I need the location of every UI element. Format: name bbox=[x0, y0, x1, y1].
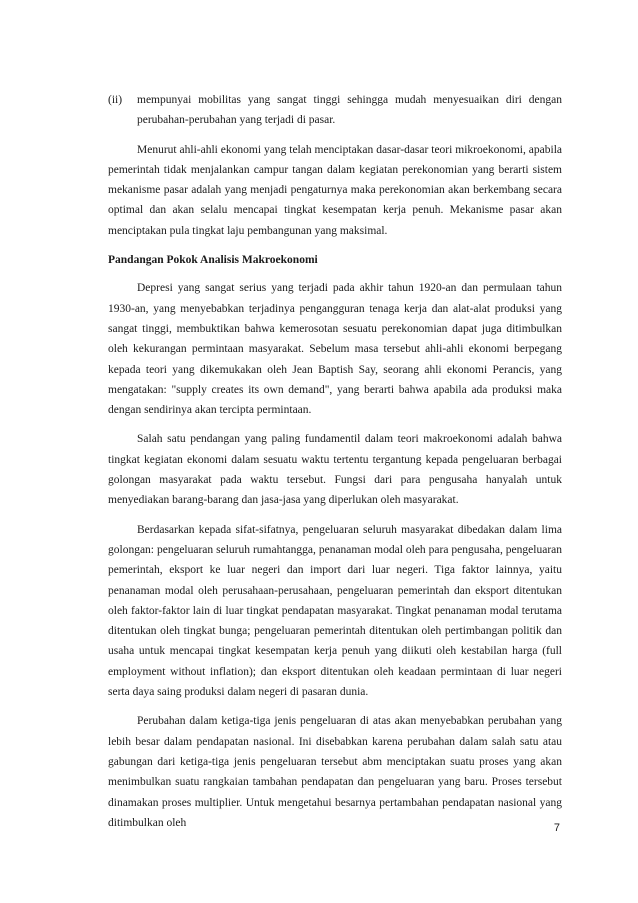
paragraph: Berdasarkan kepada sifat-sifatnya, pengeluaran seluruh masyarakat dibedakan dalam lima golongan: pengeluaran seluruh rumahtangga, penanaman modal oleh para pengusaha, pengeluaran pemerintah, eksport ke luar negeri dan import dari luar negeri. Tiga faktor lainnya, yaitu penanaman modal oleh perusahaan-perusahaan, pengeluaran pemerintah dan eksport ditentukan oleh faktor-faktor lain di luar tingkat pendapatan masyarakat. Tingkat penanaman modal terutama ditentukan oleh tingkat bunga; pengeluaran pemerintah ditentukan oleh pertimbangan politik dan usaha untuk mencapai tingkat kesempatan kerja penuh yang diikuti oleh kestabilan harga (full employment without inflation); dan eksport ditentukan oleh keadaan permintaan di luar negeri serta daya saing produksi dalam negeri di pasaran dunia. bbox=[108, 523, 562, 699]
paragraph: Perubahan dalam ketiga-tiga jenis pengeluaran di atas akan menyebabkan perubahan yang lebih besar dalam pendapatan nasional. Ini disebabkan karena perubahan dalam salah satu atau gabungan dari ketiga-tiga jenis pengeluaran tersebut abm menciptakan suatu proses yang akan menimbulkan suatu rangkaian tambahan pendapatan dan pengeluaran yang baru. Proses tersebut dinamakan proses multiplier. Untuk mengetahui besarnya pertambahan pendapatan nasional yang ditimbulkan oleh bbox=[108, 715, 562, 829]
list-item-ii bbox=[108, 90, 562, 131]
paragraph-intro: Menurut ahli-ahli ekonomi yang telah menciptakan dasar-dasar teori mikroekonomi, apabila pemerintah tidak menjalankan campur tangan dalam kegiatan perekonomian yang berarti sistem mekanisme pasar adalah yang menjadi pengaturnya maka perekonomian akan berkembang secara optimal dan akan selalu mencapai tingkat kesempatan kerja penuh. Mekanisme pasar akan menciptakan pula tingkat laju pembangunan yang maksimal. bbox=[108, 143, 562, 237]
page-number: 7 bbox=[553, 822, 560, 834]
paragraph: Salah satu pendangan yang paling fundamentil dalam teori makroekonomi adalah bahwa tingkat kegiatan ekonomi dalam sesuatu waktu tertentu tergantung kepada pengeluaran berbagai golongan masyarakat pada waktu tersebut. Fungsi dari para pengusaha hanyalah untuk menyediakan barang-barang dan jasa-jasa yang diperlukan oleh masyarakat. bbox=[108, 433, 562, 507]
paragraph: Depresi yang sangat serius yang terjadi pada akhir tahun 1920-an dan permulaan tahun 1930-an, yang menyebabkan terjadinya pengangguran tenaga kerja dan alat-alat produksi yang sangat tinggi, membuktikan bahwa kemerosotan sesuatu perekonomian dapat juga ditimbulkan oleh kekurangan permintaan masyarakat. Sebelum masa tersebut ahli-ahli ekonomi berpegang kepada teori yang dikemukakan oleh Jean Baptish Say, seorang ahli ekonomi Perancis, yang mengatakan: "supply creates its own demand", yang berarti bahwa apabila ada produksi maka dengan sendirinya akan tercipta permintaan. bbox=[108, 282, 562, 417]
list-marker: (ii) bbox=[108, 94, 123, 106]
page-content bbox=[108, 90, 562, 842]
list-item-text: mempunyai mobilitas yang sangat tinggi sehingga mudah menyesuaikan diri dengan perubahan-perubahan yang terjadi di pasar. bbox=[137, 94, 562, 127]
section-heading: Pandangan Pokok Analisis Makroekonomi bbox=[108, 254, 318, 267]
